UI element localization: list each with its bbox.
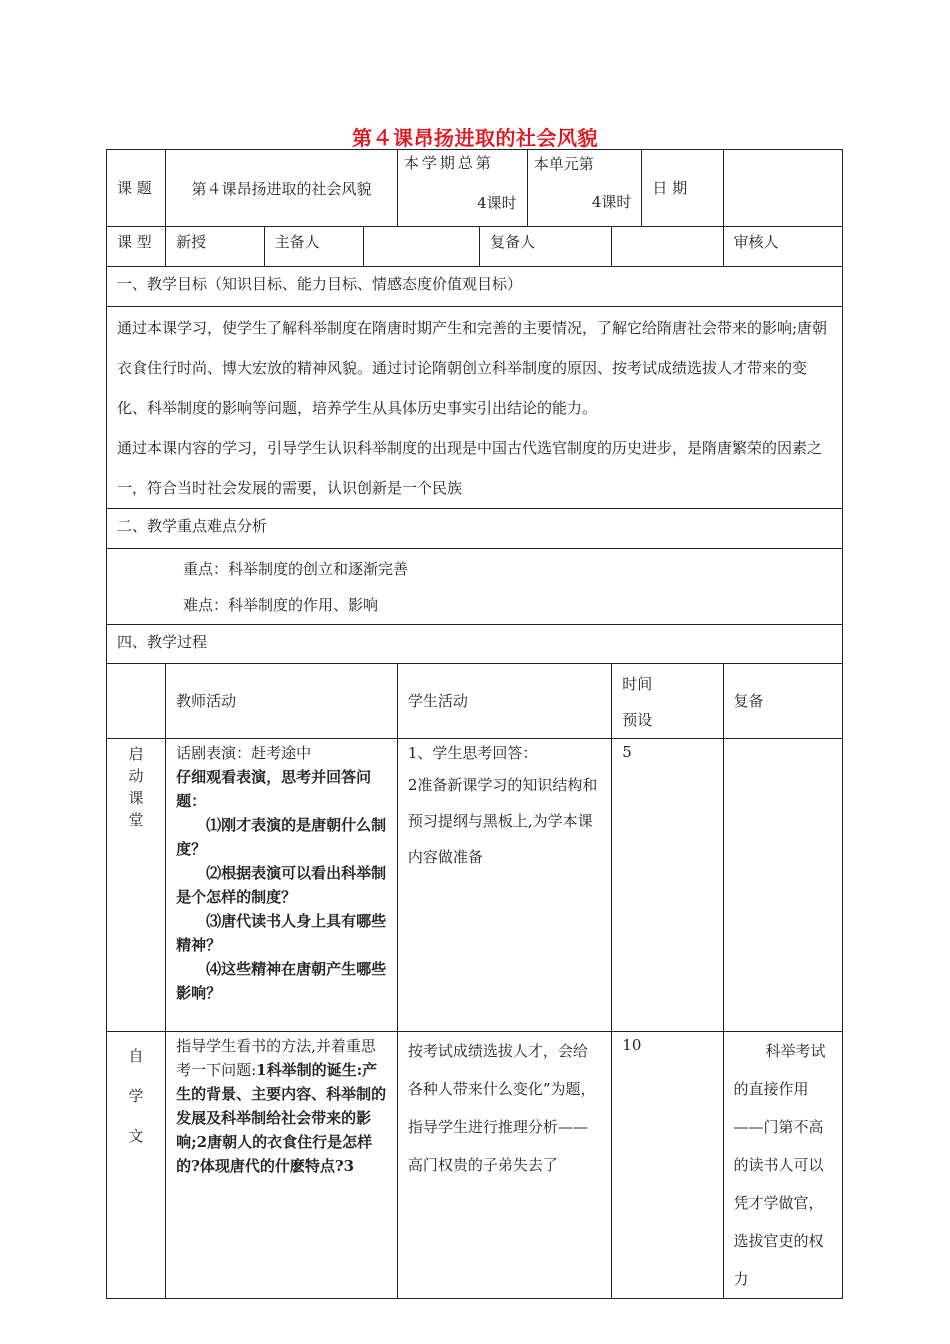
- stage-cell-2: [107, 1032, 166, 1299]
- preparer-label: 主备人: [264, 227, 364, 267]
- time-value-2: 10: [612, 1032, 723, 1299]
- process-header-row: [107, 664, 843, 739]
- teacher-question-3: ⑶唐代读书人身上具有哪些精神？: [176, 912, 387, 954]
- section1-heading-row: [107, 267, 843, 307]
- unit-cell: [527, 150, 642, 227]
- key-point: 重点：科举制度的创立和逐渐完善: [183, 560, 409, 578]
- teacher-question-4: ⑷这些精神在唐朝产生哪些影响？: [176, 960, 387, 1002]
- student-step-2: 2准备新课学习的知识结构和预习提纲与黑板上,为学本课内容做准备: [407, 776, 598, 866]
- student-step-1: 1、学生思考回答：: [407, 744, 538, 762]
- section1-body-row: [107, 307, 843, 509]
- student-activity-2: 按考试成绩选拔人才，会给各种人带来什么变化”为题，指导学生进行推理分析——高门权贵的子弟失去了: [397, 1032, 611, 1299]
- document-title: 第４课昂扬进取的社会风貌: [352, 126, 598, 150]
- auditor-label: 审核人: [723, 227, 842, 267]
- teacher-instruction: 仔细观看表演，思考并回答问题：: [176, 768, 372, 810]
- term-total-value: 4课时: [477, 194, 517, 212]
- time-header-line1: 时间: [622, 675, 653, 693]
- term-total-label: 本学期总第: [403, 154, 494, 172]
- teacher-guidance: 指导学生看书的方法,并着重思考一下问题:: [176, 1037, 376, 1079]
- student-activity-header: 学生活动: [397, 664, 611, 739]
- stage-char: 文: [128, 1127, 144, 1145]
- section2-heading: 二、教学重点难点分析: [107, 509, 843, 549]
- stage-char: 自: [128, 1047, 144, 1065]
- term-total-cell: [397, 150, 527, 227]
- time-header: [612, 664, 723, 739]
- section2-heading-row: [107, 509, 843, 549]
- review-header: 复备: [723, 664, 842, 739]
- teacher-guidance-questions: 1科举制的诞生:产生的背景、主要内容、科举制的发展及科举制给社会带来的影响;2唐朝人的衣食住行是怎样的?体现唐代的什麽特点?3: [176, 1061, 387, 1175]
- stage-char: 堂: [128, 811, 144, 829]
- type-value: 新授: [166, 227, 265, 267]
- topic-label: 课 题: [107, 150, 166, 227]
- teacher-question-2: ⑵根据表演可以看出科举制是个怎样的制度？: [176, 864, 387, 906]
- section1-heading: 一、教学目标（知识目标、能力目标、情感态度价值观目标）: [107, 267, 843, 307]
- stage-char: 学: [128, 1087, 144, 1105]
- section4-heading: 四、教学过程: [107, 625, 843, 664]
- teacher-intro: 话剧表演：赶考途中: [176, 744, 312, 762]
- stage-char: 课: [128, 789, 144, 807]
- teacher-activity-2: [166, 1032, 398, 1299]
- review-cell-2: 科举考试的直接作用——门第不高的读书人可以凭才学做官，选拔官吏的权力: [723, 1032, 842, 1299]
- preparer-value: [364, 227, 480, 267]
- stage-char: 启: [128, 745, 144, 763]
- objective-paragraph-1: 通过本课学习，使学生了解科举制度在隋唐时期产生和完善的主要情况，了解它给隋唐社会带来的影响;唐朝衣食住行时尚、博大宏放的精神风貌。通过讨论隋朝创立科举制度的原因、按考试成绩选拔人才带来的变化、科举制度的影响等问题，培养学生从具体历史事实引出结论的能力。: [117, 319, 828, 417]
- type-label: 课 型: [107, 227, 166, 267]
- teacher-activity-1: [166, 739, 398, 1032]
- process-row-1: [107, 739, 843, 1032]
- time-header-line2: 预设: [622, 711, 653, 729]
- date-value: [723, 150, 842, 227]
- teacher-question-1: ⑴刚才表演的是唐朝什么制度？: [176, 816, 387, 858]
- review-value: [612, 227, 723, 267]
- unit-value: 4课时: [591, 193, 632, 211]
- header-row-type: [107, 227, 843, 267]
- date-label: 日 期: [642, 150, 723, 227]
- review-cell-1: [723, 739, 842, 1032]
- unit-label: 本单元第: [533, 155, 594, 173]
- stage-cell-1: [107, 739, 166, 1032]
- review-label: 复备人: [480, 227, 612, 267]
- process-row-2: [107, 1032, 843, 1299]
- time-value-1: 5: [612, 739, 723, 1032]
- lesson-plan-table: [106, 149, 843, 1299]
- section1-body: [107, 307, 843, 509]
- section2-body-row: [107, 549, 843, 625]
- section2-body: [107, 549, 843, 625]
- stage-char: 动: [128, 767, 144, 785]
- section4-heading-row: [107, 625, 843, 664]
- stage-header: [107, 664, 166, 739]
- topic-value: 第４课昂扬进取的社会风貌: [166, 150, 398, 227]
- header-row-topic: [107, 150, 843, 227]
- difficulty-point: 难点：科举制度的作用、影响: [183, 596, 379, 614]
- student-activity-1: [397, 739, 611, 1032]
- teacher-activity-header: 教师活动: [166, 664, 398, 739]
- objective-paragraph-2: 通过本课内容的学习，引导学生认识科举制度的出现是中国古代选官制度的历史进步，是隋唐繁荣的因素之一，符合当时社会发展的需要，认识创新是一个民族: [117, 439, 823, 497]
